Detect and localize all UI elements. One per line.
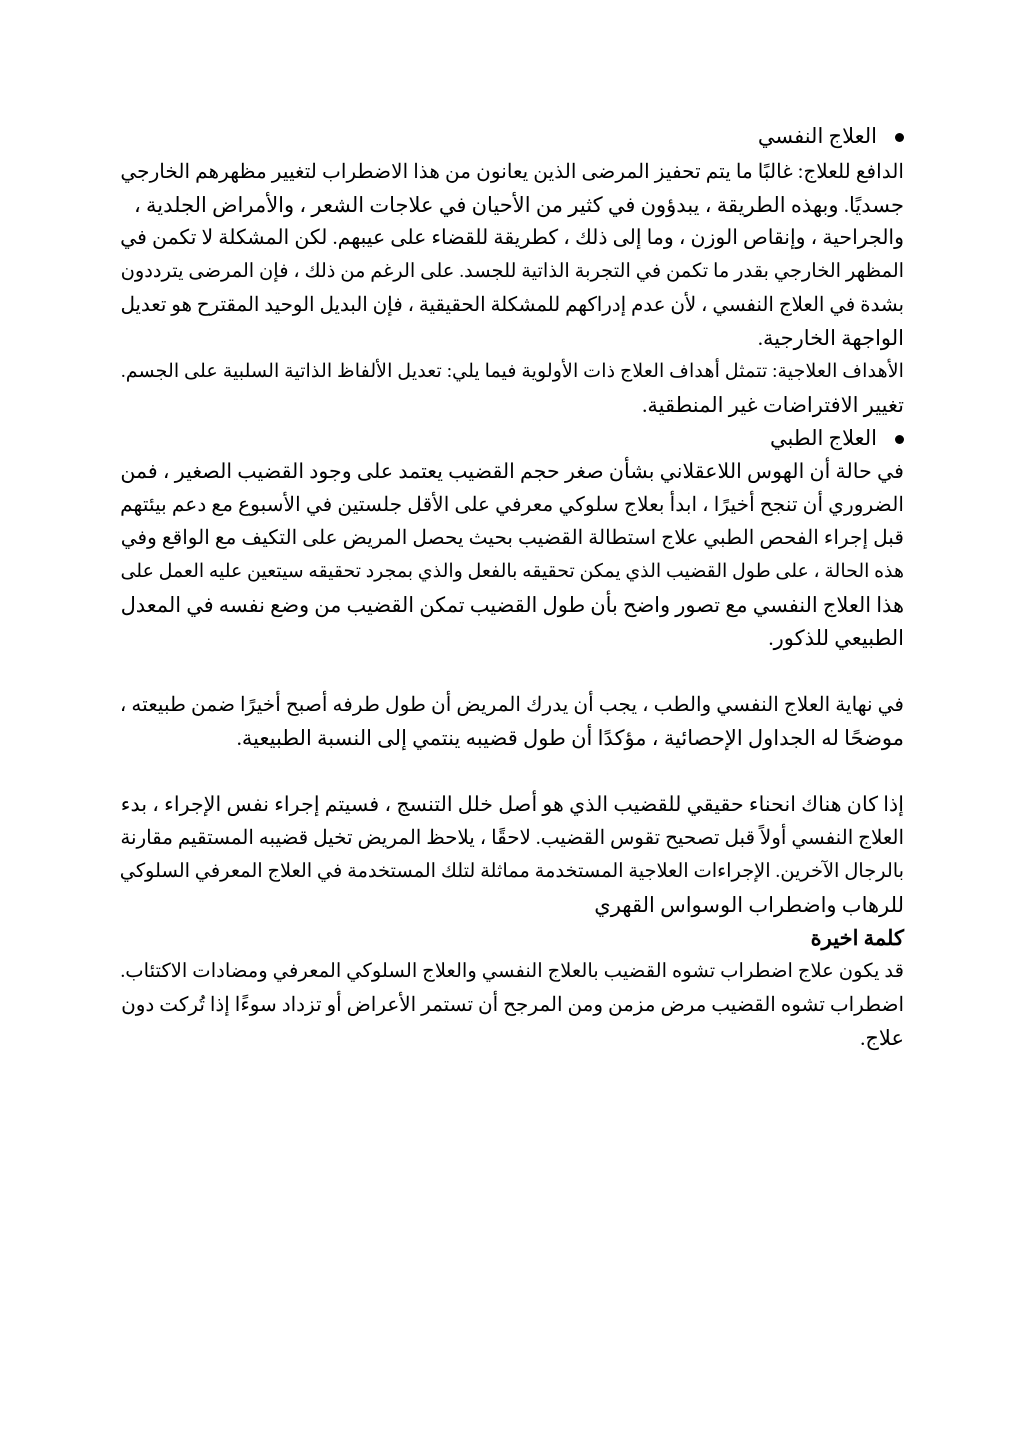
bullet-item-medical [770,422,904,454]
paragraph-line: هذا العلاج النفسي مع تصور واضح بأن طول القضيب تمكن القضيب من وضع نفسه في المعدل [120,593,904,617]
paragraph-line: علاج. [860,1026,904,1050]
section-heading: كلمة اخيرة [810,926,904,950]
paragraph-line: قبل إجراء الفحص الطبي علاج استطالة القضيب بحيث يحصل المريض على التكيف مع الواقع وفي [120,527,904,549]
paragraph-line: هذه الحالة ، على طول القضيب الذي يمكن تحقيقه بالفعل والذي بمجرد تحقيقه سيتعين عليه العمل على [120,561,904,582]
paragraph-line: بالرجال الآخرين. الإجراءات العلاجية المستخدمة مماثلة لتلك المستخدمة في العلاج المعرفي السلوكي [119,861,904,882]
paragraph-line: المظهر الخارجي بقدر ما تكمن في التجربة الذاتية للجسد. على الرغم من ذلك ، فإن المرضى يترددون [120,261,904,282]
paragraph-line: بشدة في العلاج النفسي ، لأن عدم إدراكهم للمشكلة الحقيقية ، فإن البديل الوحيد المقترح هو تعديل [120,294,904,316]
paragraph-line: تغيير الافتراضات غير المنطقية. [642,393,904,417]
bullet-icon [895,435,904,444]
paragraph-line: الضروري أن تنجح أخيرًا ، ابدأ بعلاج سلوكي معرفي على الأقل جلستين في الأسبوع مع دعم بيئتهم [120,494,904,516]
paragraph-line: الطبيعي للذكور. [768,626,904,650]
paragraph-line: الواجهة الخارجية. [757,326,904,350]
bullet-label: العلاج النفسي [757,124,877,148]
paragraph-line: إذا كان هناك انحناء حقيقي للقضيب الذي هو أصل خلل التنسج ، فسيتم إجراء نفس الإجراء ، بدء [120,794,904,816]
paragraph-line: موضحًا له الجداول الإحصائية ، مؤكدًا أن طول قضيبه ينتمي إلى النسبة الطبيعية. [236,726,904,750]
paragraph-line: الدافع للعلاج: غالبًا ما يتم تحفيز المرضى الذين يعانون من هذا الاضطراب لتغيير مظهرهم الخارجي [120,161,904,183]
paragraph-line: قد يكون علاج اضطراب تشوه القضيب بالعلاج النفسي والعلاج السلوكي المعرفي ومضادات الاكتئاب. [120,961,904,982]
paragraph-line: جسديًا. وبهذه الطريقة ، يبدؤون في كثير من الأحيان في علاجات الشعر ، والأمراض الجلدية ، [134,193,904,217]
paragraph-line: في حالة أن الهوس اللاعقلاني بشأن صغر حجم القضيب يعتمد على وجود القضيب الصغير ، فمن [120,461,904,483]
paragraph-line: الأهداف العلاجية: تتمثل أهداف العلاج ذات الأولوية فيما يلي: تعديل الألفاظ الذاتية السلبية على الجسم. [120,361,904,382]
paragraph-line: اضطراب تشوه القضيب مرض مزمن ومن المرجح أن تستمر الأعراض أو تزداد سوءًا إذا تُركت دون [121,994,904,1016]
paragraph-line: والجراحية ، وإنقاص الوزن ، وما إلى ذلك ، كطريقة للقضاء على عيبهم. لكن المشكلة لا تكمن في [120,227,904,249]
paragraph-line: للرهاب واضطراب الوسواس القهري [594,893,904,917]
paragraph-line: العلاج النفسي أولاً قبل تصحيح تقوس القضيب. لاحقًا ، يلاحظ المريض تخيل قضيبه المستقيم مقارنة [120,827,904,849]
bullet-label: العلاج الطبي [770,426,877,450]
paragraph-line: في نهاية العلاج النفسي والطب ، يجب أن يدرك المريض أن طول طرفه أصبح أخيرًا ضمن طبيعته ، [119,694,904,716]
bullet-icon [895,133,904,142]
bullet-item-psychotherapy [758,120,904,152]
